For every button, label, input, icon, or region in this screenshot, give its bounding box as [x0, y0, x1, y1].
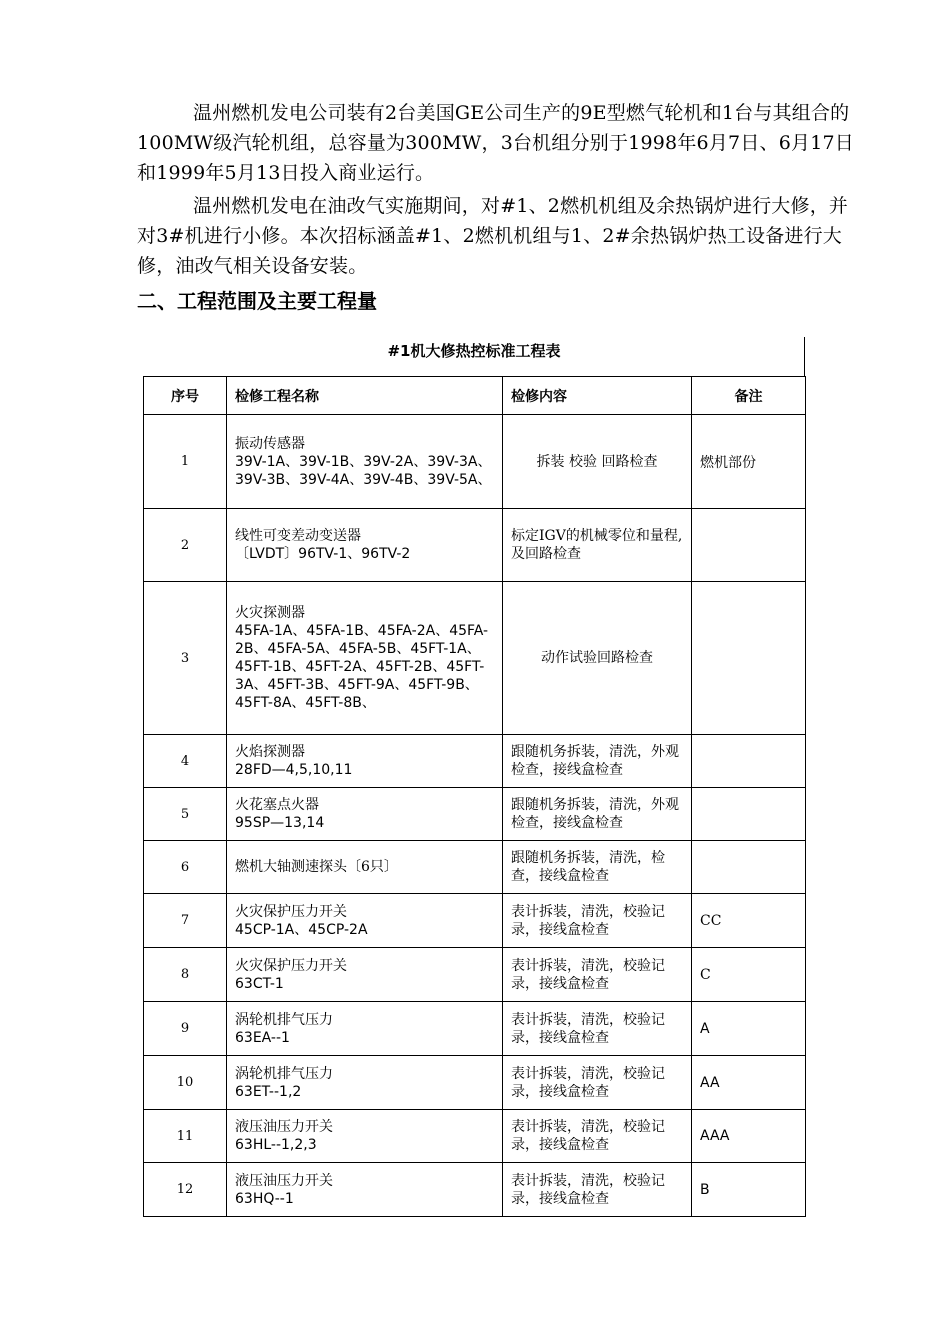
table-row: [144, 582, 806, 735]
row-name: [227, 788, 503, 841]
row-name-cn: 振动传感器: [235, 435, 305, 452]
header-name: 检修工程名称: [227, 377, 503, 415]
row-content: 标定IGV的机械零位和量程, 及回路检查: [503, 509, 692, 582]
row-note: [692, 788, 806, 841]
row-name-cn: 火灾保护压力开关: [235, 903, 347, 920]
table-row: [144, 1002, 806, 1056]
row-no: 12: [144, 1163, 227, 1217]
row-name-en: 63CT-1: [235, 975, 284, 992]
table-header-row: [144, 377, 806, 415]
table-row: [144, 1163, 806, 1217]
table-row: [144, 894, 806, 948]
row-name-en: 45CP-1A、45CP-2A: [235, 921, 368, 938]
row-content: 表计拆装，清洗，校验记录，接线盒检查: [503, 1002, 692, 1056]
row-no: 6: [144, 841, 227, 894]
header-content: 检修内容: [503, 377, 692, 415]
section-heading: 二、工程范围及主要工程量: [137, 289, 377, 313]
row-no: 3: [144, 582, 227, 735]
table-row: [144, 1056, 806, 1110]
header-no: 序号: [144, 377, 227, 415]
row-no: 4: [144, 735, 227, 788]
row-note: AA: [692, 1056, 806, 1110]
row-name-en: 63ET--1,2: [235, 1083, 302, 1100]
row-content: 跟随机务拆装，清洗，检查，接线盒检查: [503, 841, 692, 894]
row-name-cn: 涡轮机排气压力: [235, 1011, 333, 1028]
row-name-cn: 液压油压力开关: [235, 1172, 333, 1189]
row-no: 7: [144, 894, 227, 948]
row-no: 2: [144, 509, 227, 582]
row-note: [692, 841, 806, 894]
row-name-en: 39V-1A、39V-1B、39V-2A、39V-3A、39V-3B、39V-4A、39V-4B、39V-5A、: [235, 453, 492, 488]
table-row: [144, 509, 806, 582]
row-name: [227, 894, 503, 948]
table-row: [144, 948, 806, 1002]
row-no: 10: [144, 1056, 227, 1110]
row-name: [227, 948, 503, 1002]
row-no: 1: [144, 415, 227, 509]
work-table: [143, 376, 806, 1217]
scope-paragraph: 温州燃机发电在油改气实施期间，对#1、2燃机机组及余热锅炉进行大修，并对3#机进行小修。本次招标涵盖#1、2燃机机组与1、2#余热锅炉热工设备进行大修，油改气相关设备安装。: [137, 195, 849, 277]
table-title: #1机大修热控标准工程表: [387, 342, 561, 360]
table-row: [144, 841, 806, 894]
row-name: [227, 1163, 503, 1217]
row-name-en: 45FA-1A、45FA-1B、45FA-2A、45FA-2B、45FA-5A、45FA-5B、45FT-1A、45FT-1B、45FT-2A、45FT-2B、45FT-3A、45FT-3B、45FT-9A、45FT-9B、45FT-8A、45FT-8B、: [235, 623, 489, 711]
row-content: 跟随机务拆装，清洗，外观检查，接线盒检查: [503, 735, 692, 788]
row-note: [692, 509, 806, 582]
row-no: 9: [144, 1002, 227, 1056]
row-content: 表计拆装，清洗，校验记录，接线盒检查: [503, 1163, 692, 1217]
intro-paragraph: 温州燃机发电公司装有2台美国GE公司生产的9E型燃气轮机和1台与其组合的100MW级汽轮机组，总容量为300MW，3台机组分别于1998年6月7日、6月17日和1999年5月13日投入商业运行。: [137, 102, 854, 184]
row-name: [227, 841, 503, 894]
header-note: 备注: [692, 377, 806, 415]
row-note: C: [692, 948, 806, 1002]
row-name-en: 〔LVDT〕96TV-1、96TV-2: [235, 546, 411, 562]
row-name-cn: 火灾探测器: [235, 605, 305, 621]
table-row: [144, 415, 806, 509]
row-name-cn: 火焰探测器: [235, 744, 305, 760]
row-name-cn: 线性可变差动变送器: [235, 528, 361, 544]
row-name-en: 63EA--1: [235, 1029, 290, 1046]
row-name-cn: 火花塞点火器: [235, 797, 319, 813]
row-name: [227, 509, 503, 582]
row-name-en: 63HL--1,2,3: [235, 1137, 317, 1153]
row-name-en: 28FD—4,5,10,11: [235, 762, 353, 778]
row-name-cn: 液压油压力开关: [235, 1119, 333, 1135]
row-name-cn: 涡轮机排气压力: [235, 1065, 333, 1082]
row-name-en: 63HQ--1: [235, 1190, 294, 1207]
row-name: [227, 1110, 503, 1163]
row-content: 拆装 校验 回路检查: [503, 415, 692, 509]
table-row: [144, 788, 806, 841]
row-name-cn: 燃机大轴测速探头〔6只〕: [235, 859, 398, 875]
row-name: [227, 415, 503, 509]
row-no: 11: [144, 1110, 227, 1163]
row-name: [227, 1056, 503, 1110]
title-border: [804, 337, 805, 376]
row-note: [692, 735, 806, 788]
row-no: 5: [144, 788, 227, 841]
row-note: CC: [692, 894, 806, 948]
row-name-en: 95SP—13,14: [235, 815, 325, 831]
row-content: 跟随机务拆装，清洗，外观检查，接线盒检查: [503, 788, 692, 841]
row-content: 表计拆装，清洗，校验记录，接线盒检查: [503, 948, 692, 1002]
row-note: B: [692, 1163, 806, 1217]
row-name: [227, 1002, 503, 1056]
row-content: 动作试验回路检查: [503, 582, 692, 735]
row-content: 表计拆装，清洗，校验记录，接线盒检查: [503, 1056, 692, 1110]
row-name-cn: 火灾保护压力开关: [235, 957, 347, 974]
row-content: 表计拆装，清洗，校验记录，接线盒检查: [503, 894, 692, 948]
row-note: [692, 582, 806, 735]
row-name: [227, 582, 503, 735]
row-content: 表计拆装，清洗，校验记录，接线盒检查: [503, 1110, 692, 1163]
row-note: 燃机部份: [692, 415, 806, 509]
row-name: [227, 735, 503, 788]
table-row: [144, 1110, 806, 1163]
row-no: 8: [144, 948, 227, 1002]
row-note: AAA: [692, 1110, 806, 1163]
row-note: A: [692, 1002, 806, 1056]
table-row: [144, 735, 806, 788]
